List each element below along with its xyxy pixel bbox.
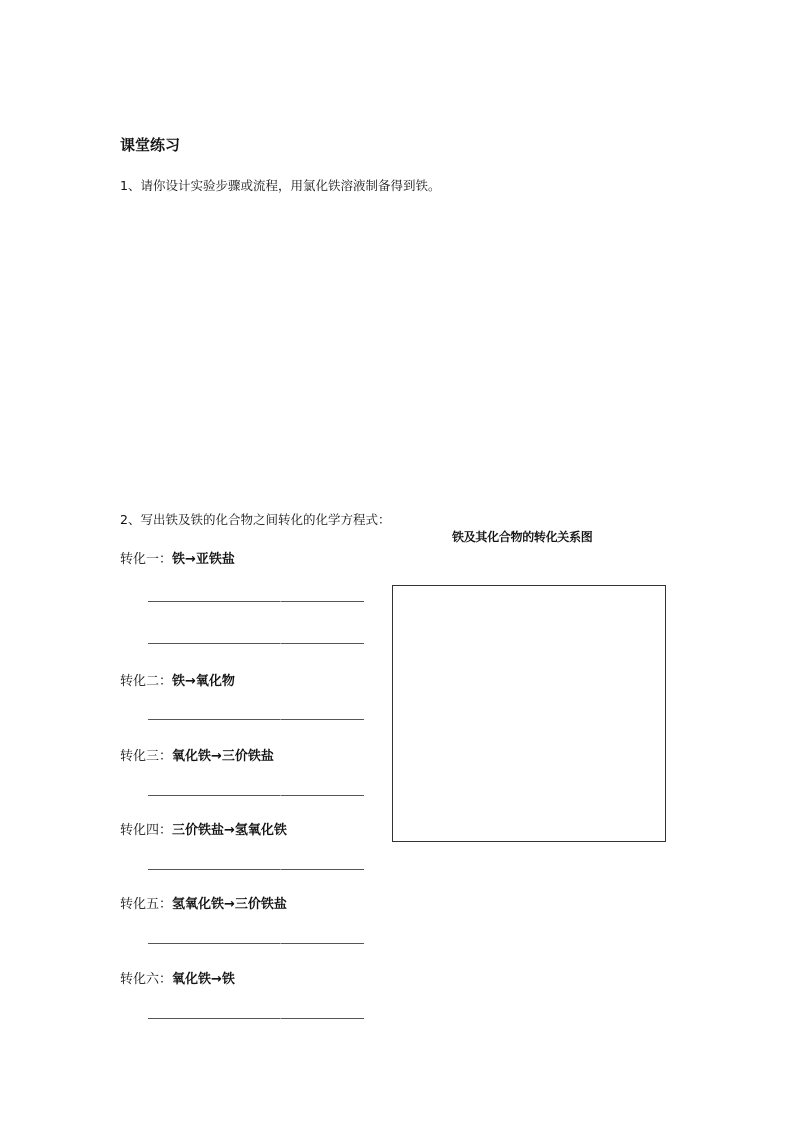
- conversion-4-reaction: 三价铁盐→氢氧化铁: [172, 823, 287, 838]
- section-title: 课堂练习: [120, 136, 181, 154]
- conversion-6-reaction: 氧化铁→铁: [172, 972, 235, 987]
- conversion-2: [120, 670, 235, 689]
- conversion-5: [120, 893, 287, 912]
- conversion-4-label: 转化四：: [120, 823, 173, 838]
- conversion-3-reaction: 氧化铁→三价铁盐: [172, 749, 274, 764]
- answer-line-4[interactable]: [148, 869, 364, 870]
- conversion-4: [120, 819, 287, 838]
- diagram-title: 铁及其化合物的转化关系图: [452, 530, 593, 544]
- conversion-5-label: 转化五：: [120, 897, 173, 912]
- conversion-6-label: 转化六：: [120, 972, 173, 987]
- answer-line-1b[interactable]: [148, 643, 364, 644]
- answer-line-1a[interactable]: [148, 601, 364, 602]
- conversion-2-reaction: 铁→氧化物: [172, 674, 235, 689]
- answer-line-6[interactable]: [148, 1018, 364, 1019]
- conversion-3: [120, 745, 274, 764]
- conversion-5-reaction: 氢氧化铁→三价铁盐: [172, 897, 287, 912]
- conversion-1-reaction: 铁→亚铁盐: [172, 552, 235, 567]
- conversion-6: [120, 968, 235, 987]
- diagram-drawing-area[interactable]: [392, 585, 666, 842]
- answer-line-3[interactable]: [148, 795, 364, 796]
- conversion-1: [120, 548, 235, 567]
- conversion-3-label: 转化三：: [120, 749, 173, 764]
- conversion-1-label: 转化一：: [120, 552, 173, 567]
- question-1-text: 1、请你设计实验步骤或流程，用氯化铁溶液制备得到铁。: [120, 178, 441, 193]
- question-2-text: 2、写出铁及铁的化合物之间转化的化学方程式：: [120, 512, 391, 527]
- conversion-2-label: 转化二：: [120, 674, 173, 689]
- answer-line-5[interactable]: [148, 943, 364, 944]
- answer-line-2[interactable]: [148, 719, 364, 720]
